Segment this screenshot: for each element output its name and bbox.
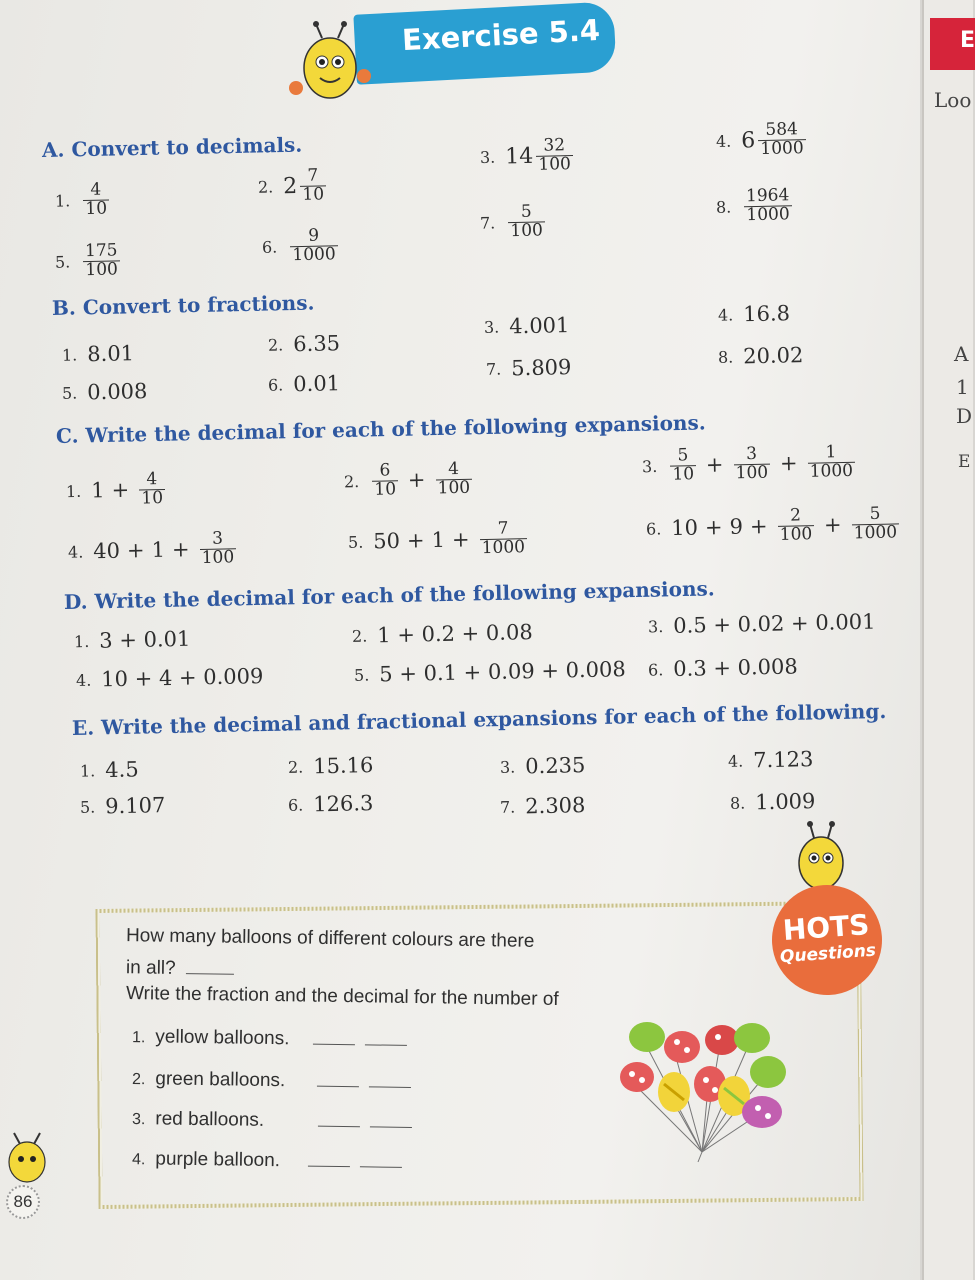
- list-item: 6. 0.3 + 0.008: [647, 654, 798, 682]
- list-item: 2. 15.16: [287, 753, 374, 779]
- item-value: 0.008: [87, 379, 148, 405]
- list-item: 6. 0.01: [267, 371, 341, 397]
- list-item: [646, 505, 903, 547]
- list-item: 5. 5 + 0.1 + 0.09 + 0.008: [353, 657, 626, 687]
- section-c-title: C. Write the decimal for each of the following expansions.: [55, 410, 706, 448]
- item-number: 3.: [479, 147, 496, 167]
- item-number: 6.: [645, 519, 662, 539]
- plus-sign: +: [705, 452, 724, 478]
- item-value: 1 + 0.2 + 0.08: [377, 620, 533, 648]
- list-item: 8. 20.02: [717, 343, 804, 369]
- list-item: [55, 181, 113, 219]
- fraction: $\frac{3}{100}$: [735, 443, 769, 484]
- item-value: 3 + 0.01: [99, 626, 191, 653]
- fraction: $\frac{3}{100}$: [201, 528, 235, 568]
- plus-sign: +: [406, 528, 425, 554]
- list-item: [480, 137, 576, 176]
- list-item: 2. 1 + 0.2 + 0.08: [351, 620, 533, 648]
- hots-instruction: Write the fraction and the decimal for the number of: [125, 982, 559, 1011]
- list-item: 7. 2.308: [499, 793, 586, 819]
- term: 50: [373, 529, 401, 554]
- list-item: 7. 5.809: [485, 355, 572, 381]
- list-item: [480, 203, 548, 241]
- fraction: $\frac{6}{10}$: [374, 460, 397, 500]
- item-value: 16.8: [743, 301, 791, 327]
- section-a-title: A. Convert to decimals.: [41, 132, 303, 162]
- list-item: 4. 16.8: [717, 301, 791, 327]
- plus-sign: +: [111, 478, 130, 503]
- fraction: $\frac{9}{1000}$: [292, 225, 336, 266]
- item-number: 5.: [54, 252, 71, 272]
- item-number: 2.: [257, 177, 274, 197]
- item-number: 8.: [715, 197, 732, 217]
- list-item: 1. 3 + 0.01: [73, 626, 191, 653]
- list-item: 3. 4.001: [483, 313, 570, 339]
- list-item: [716, 187, 795, 225]
- next-page-peek: E: [958, 452, 971, 472]
- fraction: $\frac{4}{10}$: [141, 469, 164, 509]
- list-item: 5. 0.008: [61, 379, 148, 405]
- item-value: 15.16: [313, 753, 374, 779]
- fraction: $\frac{584}{1000}$: [760, 119, 804, 159]
- fraction: $\frac{32}{100}$: [538, 135, 572, 175]
- item-value: 8.01: [87, 341, 135, 367]
- item-value: 5.809: [511, 355, 572, 381]
- list-item: [348, 520, 531, 560]
- item-value: 0.235: [525, 753, 586, 779]
- term: 1: [431, 528, 446, 553]
- term: 10: [671, 515, 699, 541]
- fraction: $\frac{5}{10}$: [672, 445, 695, 485]
- term: 40: [93, 539, 121, 564]
- item-number: 1.: [54, 191, 71, 211]
- list-item: 6. 126.3: [287, 791, 374, 817]
- fraction: $\frac{175}{100}$: [84, 240, 119, 280]
- fraction: $\frac{7}{1000}$: [481, 518, 526, 558]
- term: 1: [91, 478, 105, 503]
- item-number: 3.: [641, 456, 658, 477]
- next-page-peek: 1: [956, 375, 969, 399]
- fraction: $\frac{4}{100}$: [437, 458, 471, 499]
- fraction: $\frac{1964}{1000}$: [745, 185, 790, 226]
- item-number: 4.: [715, 131, 732, 151]
- item-number: 4.: [67, 542, 84, 562]
- whole-part: 6: [741, 127, 756, 154]
- fraction: $\frac{7}{10}$: [302, 165, 325, 205]
- bee-mascot-icon: [280, 18, 380, 108]
- plus-sign: +: [451, 527, 470, 553]
- hots-question-line2: in all?: [126, 957, 234, 981]
- next-page-edge: [922, 0, 973, 1280]
- item-value: 4.5: [105, 757, 139, 783]
- fraction: $\frac{4}{10}$: [85, 179, 108, 219]
- list-item: [68, 530, 240, 570]
- item-value: 1.009: [755, 789, 816, 815]
- hots-item: 4. purple balloon.: [132, 1148, 402, 1174]
- plus-sign: +: [779, 451, 798, 476]
- next-page-tab: E: [930, 18, 975, 70]
- list-item: 3. 0.235: [499, 753, 586, 779]
- list-item: 4. 7.123: [727, 747, 814, 773]
- page-title: Exercise 5.4: [401, 12, 601, 58]
- item-number: 5.: [347, 532, 364, 552]
- list-item: [66, 471, 169, 510]
- fraction: $\frac{2}{100}$: [779, 505, 813, 545]
- list-item: 3. 0.5 + 0.02 + 0.001: [647, 609, 876, 638]
- item-value: 10 + 4 + 0.009: [101, 664, 264, 692]
- term: 1: [151, 538, 166, 563]
- fraction: $\frac{5}{100}$: [510, 201, 544, 241]
- item-number: 2.: [343, 471, 360, 492]
- item-value: 4.001: [509, 313, 570, 339]
- hots-badge-subtitle: Questions: [779, 940, 877, 968]
- list-item: 1. 4.5: [79, 757, 139, 783]
- whole-part: 14: [505, 143, 534, 170]
- list-item: [716, 121, 809, 160]
- hots-item: 2. green balloons.: [132, 1068, 412, 1094]
- item-value: 0.3 + 0.008: [673, 654, 798, 682]
- hots-question: How many balloons of different colours are there: [125, 925, 535, 952]
- list-item: [258, 167, 330, 205]
- item-value: 2.308: [525, 793, 586, 819]
- item-number: 1.: [65, 481, 82, 501]
- item-value: 6.35: [293, 331, 341, 357]
- list-item: 4. 10 + 4 + 0.009: [75, 664, 264, 692]
- plus-sign: +: [171, 537, 190, 562]
- list-item: [55, 242, 123, 280]
- list-item: 5. 9.107: [79, 793, 166, 819]
- item-number: 6.: [261, 237, 278, 257]
- plus-sign: +: [704, 515, 723, 540]
- page-number: 86: [6, 1185, 40, 1219]
- plus-sign: +: [749, 514, 768, 539]
- fraction: $\frac{1}{1000}$: [809, 442, 854, 482]
- item-value: 20.02: [743, 343, 804, 369]
- fraction: $\frac{5}{1000}$: [853, 503, 898, 544]
- item-number: 7.: [479, 213, 496, 233]
- hots-item: 1. yellow balloons.: [132, 1026, 408, 1052]
- plus-sign: +: [126, 538, 145, 563]
- item-value: 5 + 0.1 + 0.09 + 0.008: [379, 657, 626, 687]
- list-item: [262, 227, 341, 265]
- next-page-peek: A: [954, 342, 969, 366]
- balloons-illustration-icon: [612, 1012, 792, 1172]
- list-item: 2. 6.35: [267, 331, 341, 357]
- hots-item: 3. red balloons.: [132, 1108, 412, 1134]
- section-b-title: B. Convert to fractions.: [51, 290, 315, 320]
- hots-badge-title: HOTS: [781, 908, 871, 948]
- section-d-title: D. Write the decimal for each of the following expansions.: [63, 576, 715, 614]
- section-e-title: E. Write the decimal and fractional expansions for each of the following.: [71, 698, 887, 740]
- next-page-peek: D: [956, 404, 973, 428]
- plus-sign: +: [407, 468, 426, 493]
- next-page-peek: Loo: [934, 88, 972, 112]
- item-value: 7.123: [753, 747, 814, 773]
- plus-sign: +: [823, 512, 842, 538]
- whole-part: 2: [283, 173, 298, 200]
- item-value: 0.5 + 0.02 + 0.001: [673, 609, 876, 638]
- list-item: [343, 458, 476, 500]
- list-item: 1. 8.01: [61, 341, 135, 367]
- term: 9: [729, 514, 744, 540]
- item-value: 126.3: [313, 791, 374, 817]
- list-item: [642, 444, 859, 485]
- bee-mascot-icon: [2, 1130, 52, 1186]
- item-value: 9.107: [105, 793, 166, 819]
- item-value: 0.01: [293, 371, 341, 397]
- list-item: 8. 1.009: [729, 789, 816, 815]
